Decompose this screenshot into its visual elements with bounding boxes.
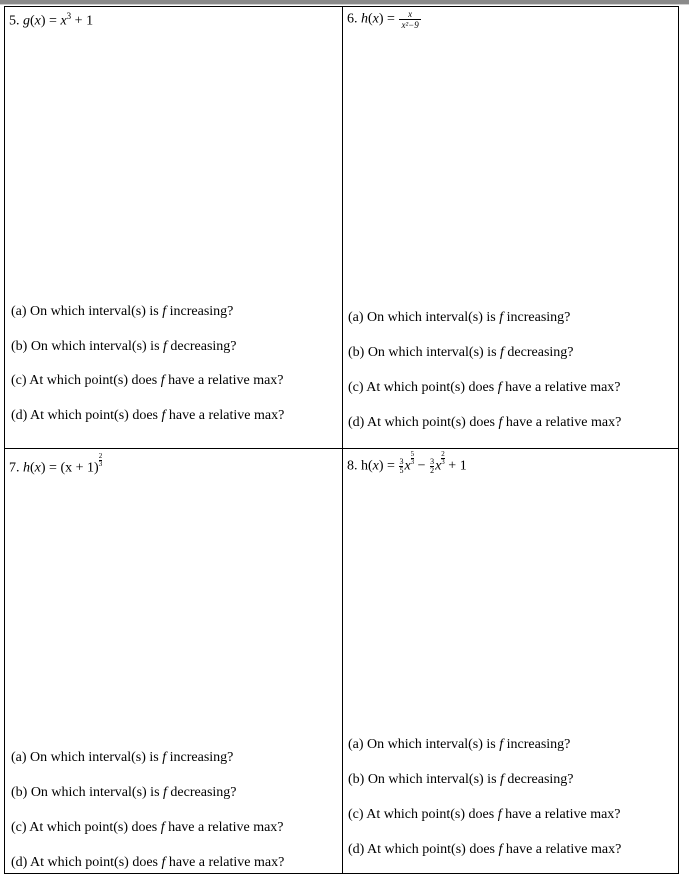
problem-number: 8. — [347, 458, 358, 474]
problem-8-question-c — [348, 807, 621, 823]
question-text: (c) At which point(s) does — [348, 380, 495, 395]
question-tail: increasing? — [169, 750, 234, 765]
coefficient-denominator: 5 — [399, 465, 404, 475]
problem-6-question-c — [348, 380, 621, 396]
problem-8-question-a — [348, 737, 570, 753]
function-name: g — [23, 13, 30, 29]
coefficient-2 — [430, 458, 434, 475]
fraction-denominator: x²−9 — [401, 20, 419, 30]
question-tail: decreasing? — [507, 772, 574, 787]
problem-5-question-a — [11, 304, 233, 320]
variable: x — [435, 458, 442, 474]
problem-number: 7. — [9, 460, 20, 476]
problem-6-question-d — [348, 415, 621, 431]
problem-7-question-c — [11, 820, 284, 836]
exponent: 3 — [66, 11, 72, 21]
question-text: (d) At which point(s) does — [11, 855, 158, 870]
coefficient-denominator: 2 — [430, 465, 435, 475]
problem-7-title: 7. h(x) = (x + 1) $\frac{2}{3}$ — [9, 452, 103, 476]
problem-8-question-d — [348, 842, 621, 858]
f-symbol: f — [162, 304, 167, 319]
question-text: (a) On which interval(s) is — [348, 737, 496, 752]
f-symbol: f — [499, 737, 504, 752]
question-tail: increasing? — [506, 310, 571, 325]
function-name: h — [23, 460, 30, 476]
fraction — [399, 9, 420, 30]
problem-8-title: 8. h(x) = $\frac{3}{5}$ x $\frac{5}{3}$ − $\frac{3}{2}$ x $\frac{2}{3}$ + 1 — [347, 450, 467, 475]
fraction-numerator: x — [399, 9, 420, 20]
question-tail: have a relative max? — [168, 408, 285, 423]
f-symbol: f — [500, 772, 504, 787]
exponent-numerator: 2 — [98, 452, 103, 460]
f-symbol: f — [162, 750, 167, 765]
variable: x — [34, 13, 41, 29]
f-symbol: f — [500, 345, 504, 360]
coefficient-numerator: 3 — [430, 456, 435, 466]
coefficient-numerator: 3 — [399, 456, 404, 466]
question-tail: have a relative max? — [505, 807, 621, 822]
f-symbol: f — [161, 855, 166, 870]
f-symbol: f — [498, 842, 503, 857]
exponent-2 — [441, 451, 445, 466]
question-text: (d) At which point(s) does — [11, 408, 158, 423]
question-tail: have a relative max? — [168, 820, 284, 835]
question-text: (a) On which interval(s) is — [11, 750, 159, 765]
question-text: (d) At which point(s) does — [348, 842, 495, 857]
question-tail: have a relative max? — [505, 415, 622, 430]
f-symbol: f — [498, 415, 503, 430]
exponent-numerator: 5 — [410, 450, 415, 458]
question-text: (c) At which point(s) does — [11, 373, 158, 388]
minus-sign: − — [417, 458, 426, 474]
variable: x — [372, 11, 379, 27]
question-text: (c) At which point(s) does — [11, 820, 158, 835]
variable: x — [372, 458, 379, 474]
function-name: h — [361, 11, 368, 27]
grid-vertical-divider — [342, 7, 343, 873]
constant-term: + 1 — [448, 458, 467, 474]
question-tail: increasing? — [506, 737, 571, 752]
f-symbol: f — [161, 408, 166, 423]
function-name: h — [361, 458, 368, 474]
coefficient-1 — [399, 458, 403, 475]
f-symbol: f — [163, 785, 167, 800]
f-symbol: f — [163, 339, 167, 354]
exponent-denominator: 3 — [441, 458, 445, 466]
problem-number: 6. — [347, 11, 358, 27]
f-symbol: f — [499, 310, 504, 325]
problem-6-question-a — [348, 310, 570, 326]
exponent-fraction — [99, 453, 103, 468]
constant-term: + 1 — [74, 13, 94, 29]
problem-7-question-b — [11, 785, 237, 801]
question-tail: have a relative max? — [505, 380, 621, 395]
f-symbol: f — [160, 820, 165, 835]
problem-7-question-a — [11, 750, 233, 766]
problem-6-question-b — [348, 345, 574, 361]
question-tail: have a relative max? — [505, 842, 622, 857]
worksheet-grid — [4, 6, 679, 874]
problem-5-question-d — [11, 408, 284, 424]
question-text: (c) At which point(s) does — [348, 807, 495, 822]
problem-5-title: 5. $g(x) = x^3 + 1$ — [9, 11, 94, 29]
f-symbol: f — [497, 380, 502, 395]
question-text: (a) On which interval(s) is — [11, 304, 159, 319]
problem-6-title: 6. h(x) = $\frac{x}{\text{x²−9}}$ — [347, 9, 419, 30]
question-tail: decreasing? — [507, 345, 574, 360]
grid-horizontal-divider — [5, 448, 678, 449]
base: (x + 1) — [60, 460, 99, 476]
question-tail: decreasing? — [170, 339, 237, 354]
question-text: (b) On which interval(s) is — [11, 785, 160, 800]
problem-7-question-d — [11, 855, 284, 871]
exponent-1 — [411, 451, 415, 466]
question-text: (b) On which interval(s) is — [348, 772, 497, 787]
base: x — [60, 13, 67, 29]
problem-5-question-c — [11, 373, 284, 389]
variable: x — [34, 460, 41, 476]
question-tail: decreasing? — [170, 785, 237, 800]
exponent-denominator: 3 — [410, 458, 415, 466]
f-symbol: f — [497, 807, 502, 822]
question-text: (b) On which interval(s) is — [348, 345, 497, 360]
question-tail: increasing? — [169, 304, 234, 319]
variable: x — [404, 458, 411, 474]
question-tail: have a relative max? — [168, 373, 284, 388]
problem-8-question-b — [348, 772, 574, 788]
question-text: (d) At which point(s) does — [348, 415, 495, 430]
question-tail: have a relative max? — [168, 855, 285, 870]
question-text: (a) On which interval(s) is — [348, 310, 496, 325]
top-border-line — [0, 4, 689, 5]
problem-5-question-b — [11, 339, 237, 355]
exponent-denominator: 3 — [98, 460, 103, 468]
exponent-numerator: 2 — [441, 450, 445, 458]
problem-number: 5. — [9, 13, 20, 29]
question-text: (b) On which interval(s) is — [11, 339, 160, 354]
f-symbol: f — [160, 373, 165, 388]
